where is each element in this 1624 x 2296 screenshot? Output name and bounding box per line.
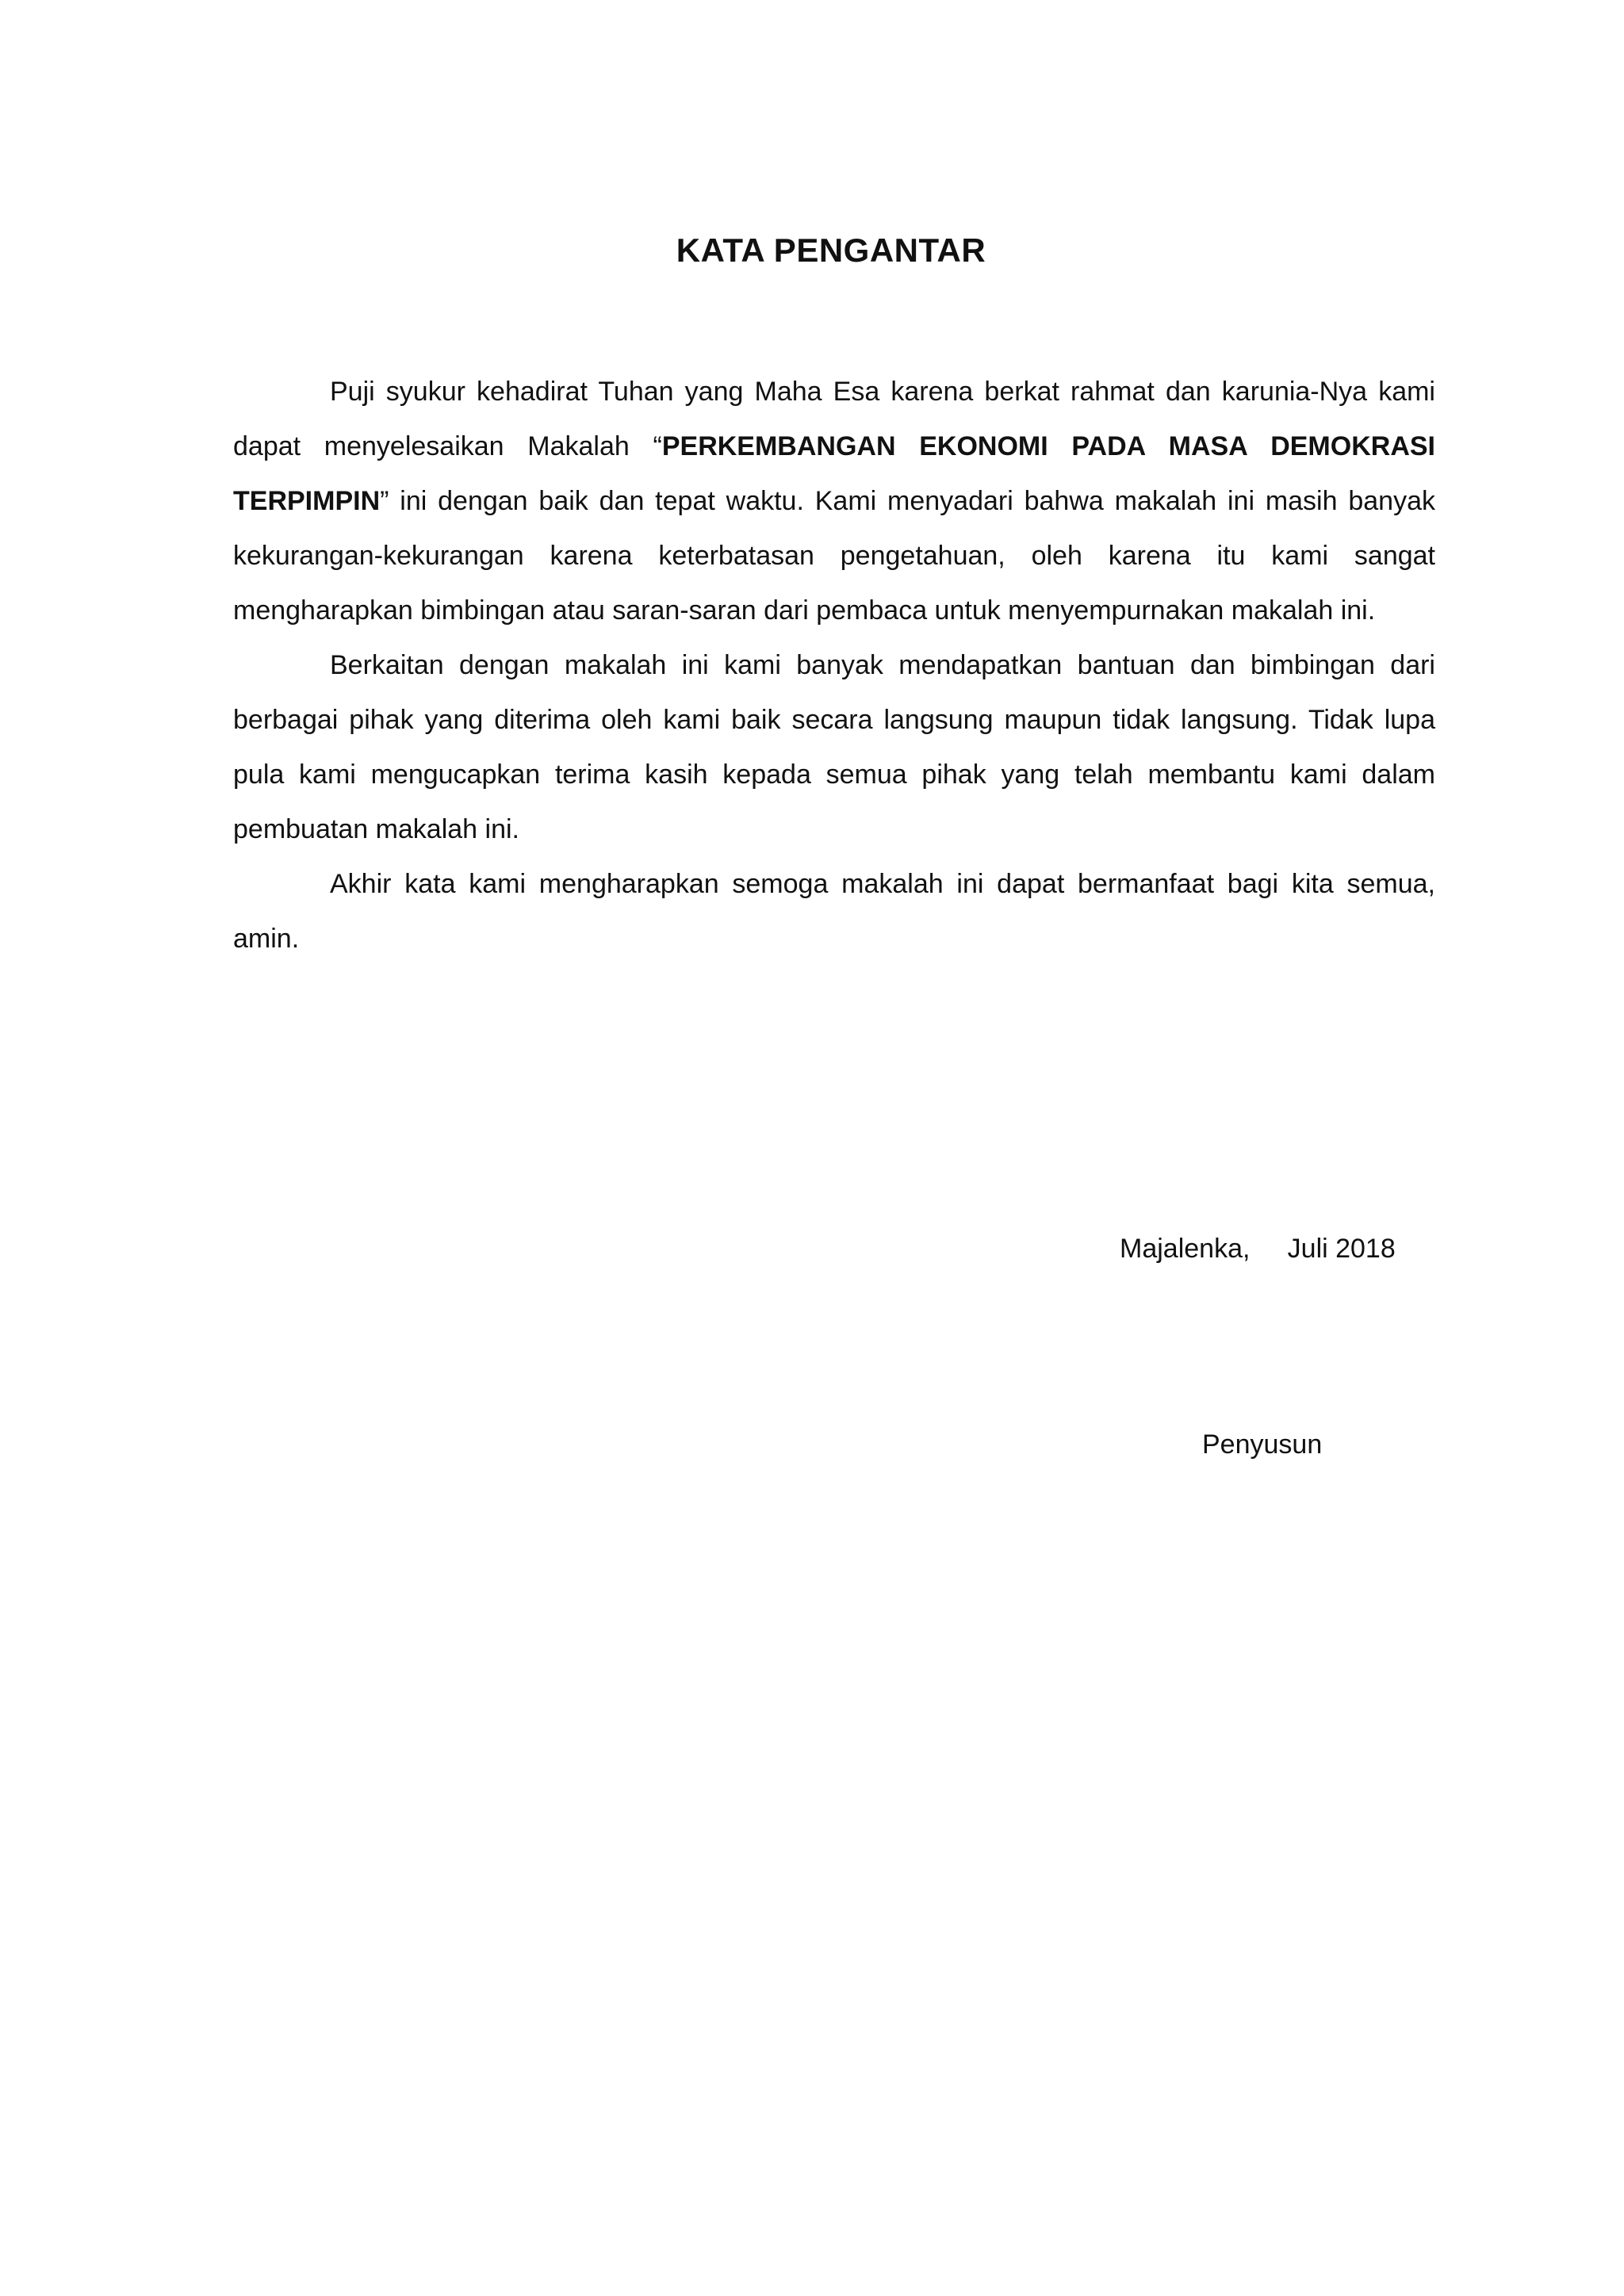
paragraph-1-rest: ” ini dengan baik dan tepat waktu. Kami menyadari bahwa makalah ini masih banyak kekurangan-kekurangan karena keterbatasan pengetahuan, oleh karena itu kami sangat mengharapkan bimbingan atau saran-saran dari pembaca untuk menyempurnakan makalah ini.	[233, 486, 1435, 626]
paragraph-1	[233, 365, 1435, 638]
paragraph-1-intro: Puji syukur kehadirat Tuhan yang Maha Esa karena berkat rahmat dan karunia-Nya kami dapat menyelesaikan Makalah “	[233, 377, 1435, 461]
paragraph-2: Berkaitan dengan makalah ini kami banyak mendapatkan bantuan dan bimbingan dari berbagai pihak yang diterima oleh kami baik secara langsung maupun tidak langsung. Tidak lupa pula kami mengucapkan terima kasih kepada semua pihak yang telah membantu kami dalam pembuatan makalah ini.	[233, 650, 1435, 844]
signer-label: Penyusun	[1202, 1429, 1323, 1460]
place-date: Majalenka, Juli 2018	[1120, 1234, 1396, 1264]
paper-title-bold: PERKEMBANGAN EKONOMI PADA MASA DEMOKRASI TERPIMPIN	[233, 431, 1435, 516]
page-title: KATA PENGANTAR	[676, 232, 986, 269]
paragraph-3: Akhir kata kami mengharapkan semoga makalah ini dapat bermanfaat bagi kita semua, amin.	[233, 869, 1435, 954]
document-body	[233, 365, 1435, 966]
